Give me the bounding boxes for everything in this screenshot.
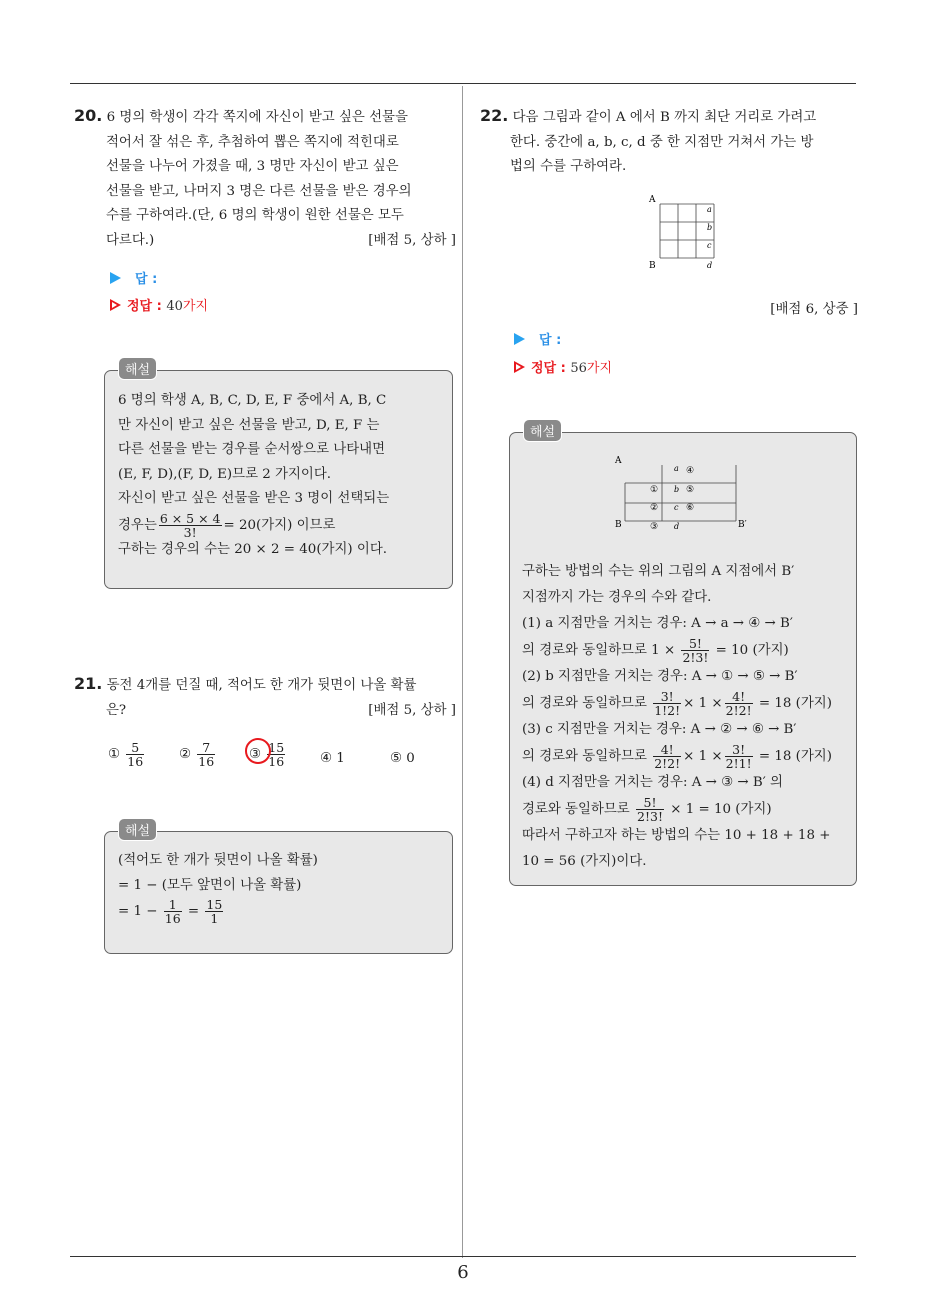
correct-answer [514,357,612,376]
fraction: $\frac{15}{1}$ [206,897,223,926]
label-A: A [615,456,622,466]
label-a: a [707,205,712,214]
question-20 [74,104,456,253]
explanation-line: 자신이 받고 싶은 선물을 받은 3 명이 선택되는 [118,491,390,506]
explanation-line: (1) a 지점만을 거치는 경우: A → a → ④ → B′ [522,616,793,631]
label-m5: ⑤ [686,485,695,495]
column-divider [462,86,463,1258]
question-text-line: 한다. 중간에 a, b, c, d 중 한 지점만 거쳐서 가는 방 [510,134,814,150]
explanation-tag: 해설 [118,357,157,380]
label-B: B [615,520,622,530]
label-B: B [649,261,656,271]
question-text-line: 선물을 받고, 나머지 3 명은 다른 선물을 받은 경우의 [106,183,412,199]
label-a: a [674,464,679,473]
fraction: $\frac{1}{16}$ [164,897,181,926]
label-m2: ② [650,503,659,513]
choice-3[interactable]: ③ $\frac{15}{16}$ [249,741,287,768]
label-c: c [674,503,679,512]
explanation-text [118,389,389,562]
correct-label: 정답 : [127,299,162,314]
correct-unit: 가지 [586,361,613,376]
explanation-text: (적어도 한 개가 뒷면이 나올 확률) = 1 − (모두 앞면이 나올 확률) = 1 − $\frac{1}{16}$ = $\frac{15}{1}$ [118,849,318,925]
fraction: $\frac{3!}{1!2!}$ [654,689,681,718]
explanation-tag: 해설 [523,419,562,442]
question-number: 21. [74,674,103,693]
answer-row[interactable] [514,329,561,348]
explanation-line: 구하는 경우의 수는 20 × 2 = 40(가지) 이다. [118,541,388,557]
outline-triangle-icon [110,299,121,311]
score-label: [배점 6, 상중 ] [770,302,858,317]
question-text-line: 선물을 나누어 가졌을 때, 3 명만 자신이 받고 싶은 [106,159,399,174]
grid-figure [645,190,725,276]
explanation-line: 다른 선물을 받는 경우를 순서쌍으로 나타내면 [118,442,386,457]
explanation-text: 구하는 방법의 수는 위의 그림의 A 지점에서 B′ 지점까지 가는 경우의 수와 같다. (1) a 지점만을 거치는 경우: A → a → ④ → B′ 의 경로와 동일하므로 1 × $\frac{5!}{2!3!}$ = 10 (가지) (2) b 지점만을 거치는 경우: A → ① → ⑤ → B′ 의 경로와 동일하므로 $\frac{3!}{1!2!}$ × 1 × $\frac{4!}{2!2!}$ = 18 (가지) (3) c 지점만을 거치는 경우: A → ② → ⑥ → B′ 의 경로와 동일하므로 $\frac{4!}{2!2!}$ × 1 × $\frac{3!}{2!1!}$ = 18 (가지) (4) d 지점만을 거치는 경우: A → ③ → B′ 의 경로와 동일하므로 $\frac{5!}{2!3!}$ × 1 = 10 (가지) 따라서 구하고자 하는 방법의 수는 10 + 18 + 18 + 10 = 56 (가지)이다. [522,559,832,875]
explanation-line: 지점까지 가는 경우의 수와 같다. [522,590,712,605]
explanation-line: (4) d 지점만을 거치는 경우: A → ③ → B′ 의 [522,775,783,790]
explanation-line: (E, F, D),(F, D, E)므로 2 가지이다. [118,466,332,482]
label-A: A [649,195,656,205]
answer-label: 답 : [135,272,158,287]
label-b: b [707,223,713,232]
question-number: 20. [74,106,103,125]
question-text-line: 다르다.) [106,232,155,248]
question-22 [480,104,858,180]
explanation-line: = 1 − (모두 앞면이 나올 확률) [118,877,302,893]
fraction: $\frac{7}{16}$ [198,740,215,769]
choice-2[interactable]: ② $\frac{7}{16}$ [179,740,215,769]
play-triangle-icon [514,333,525,345]
question-21 [74,672,456,723]
fraction: $\frac{5!}{2!3!}$ [637,795,663,824]
explanation-tag: 해설 [118,818,157,841]
correct-answer [110,295,208,314]
question-text-line: 수를 구하여라.(단, 6 명의 학생이 원한 선물은 모두 [106,208,404,223]
explanation-line: 구하는 방법의 수는 위의 그림의 A 지점에서 B′ [522,564,795,579]
page-number: 6 [457,1262,469,1283]
top-rule [70,83,856,84]
choice-4[interactable]: ④ 1 [320,751,345,766]
label-c: c [707,241,712,250]
play-triangle-icon [110,272,121,284]
correct-value: 40 [166,299,183,314]
fraction: $\frac{6 \times 5 \times 4}{3!}$ [159,510,221,540]
question-text-line: 적어서 잘 섞은 후, 추첨하여 뽑은 쪽지에 적힌대로 [106,134,399,150]
question-text-line: 법의 수를 구하여라. [510,159,627,174]
choice-1[interactable]: ① $\frac{5}{16}$ [108,740,144,769]
question-number: 22. [480,106,509,125]
explanation-line: 6 명의 학생 A, B, C, D, E, F 중에서 A, B, C [118,393,387,408]
grid-figure-extended [612,455,757,533]
label-m1: ① [650,485,659,495]
fraction: $\frac{4!}{2!2!}$ [725,689,752,718]
fraction: $\frac{4!}{2!2!}$ [654,742,681,771]
fraction: $\frac{5}{16}$ [127,740,144,769]
score-label: [배점 5, 상하 ] [368,702,456,718]
answer-row[interactable] [110,268,157,287]
label-B-prime: B′ [738,520,747,530]
bottom-rule [70,1256,856,1257]
label-m6: ⑥ [686,503,695,513]
selected-circle-icon [245,738,271,764]
fraction: $\frac{3!}{2!1!}$ [725,742,752,771]
explanation-text-span: 경우는 [118,517,157,533]
label-d: d [674,522,680,531]
explanation-line: 따라서 구하고자 하는 방법의 수는 10 + 18 + 18 + [522,828,831,843]
label-d: d [707,261,713,270]
explanation-line: (적어도 한 개가 뒷면이 나올 확률) [118,853,318,868]
correct-label: 정답 : [531,361,566,376]
answer-label: 답 : [539,333,562,348]
explanation-line: (3) c 지점만을 거치는 경우: A → ② → ⑥ → B′ [522,722,797,737]
correct-unit: 가지 [182,299,209,314]
outline-triangle-icon [514,361,525,373]
explanation-line: (2) b 지점만을 거치는 경우: A → ① → ⑤ → B′ [522,669,798,684]
explanation-line: 만 자신이 받고 싶은 선물을 받고, D, E, F 는 [118,417,380,433]
question-text-line: 동전 4개를 던질 때, 적어도 한 개가 뒷면이 나올 확률 [106,678,417,693]
question-text-line: 6 명의 학생이 각각 쪽지에 자신이 받고 싶은 선물을 [106,110,408,125]
question-text-line: 은? [106,702,127,718]
question-text-line: 다음 그림과 같이 A 에서 B 까지 최단 거리로 가려고 [512,110,817,125]
fraction: $\frac{5!}{2!3!}$ [682,636,709,665]
label-m3: ③ [650,522,659,532]
fraction: $\frac{15}{16}$ [268,740,285,769]
score-label: [배점 5, 상하 ] [368,232,456,248]
correct-value: 56 [570,361,587,376]
choice-5[interactable]: ⑤ 0 [390,751,415,766]
explanation-text-span: = 20(가지) 이므로 [223,517,336,533]
label-b: b [674,485,680,494]
explanation-line: 10 = 56 (가지)이다. [522,854,647,869]
score-row [480,298,858,322]
label-m4: ④ [686,466,695,476]
